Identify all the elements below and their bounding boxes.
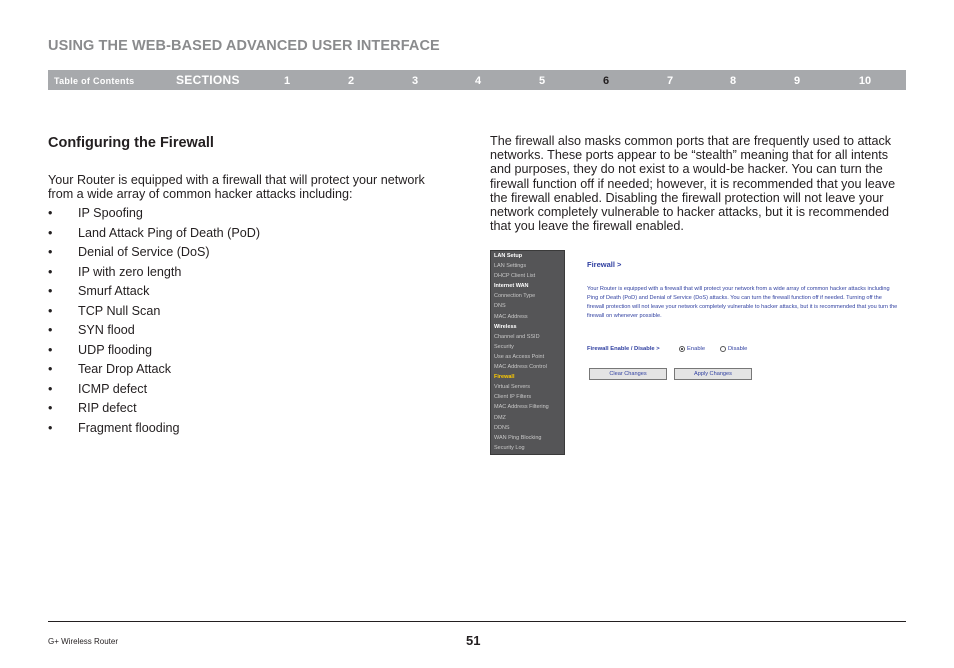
router-ui-sidebar	[490, 250, 565, 455]
enable-radio-label: Enable	[687, 346, 706, 352]
page-number: 51	[466, 633, 481, 648]
apply-changes-button[interactable]: Apply Changes	[674, 368, 752, 380]
sidebar-item[interactable]: Client IP Filters	[494, 394, 532, 401]
sidebar-item[interactable]: LAN Settings	[494, 263, 527, 270]
list-item: • UDP flooding	[48, 343, 260, 363]
firewall-description-paragraph: The firewall also masks common ports that are frequently used to attack networks. These ports appear to be “stealth” meaning that for all intents and purposes, they do not exist to a would-be hacker. You can turn the firewall function off if needed; however, it is recommended that you leave the firewall enabled. Disabling the firewall protection will not leave your network completely vulnerable to hacker attacks, but it is recommended that you leave the firewall enabled.	[490, 134, 896, 234]
sidebar-item[interactable]: Use as Access Point	[494, 353, 545, 360]
sidebar-item[interactable]: WAN Ping Blocking	[494, 434, 542, 441]
sidebar-section-heading: LAN Setup	[494, 253, 523, 259]
section-link-2[interactable]: 2	[347, 75, 355, 87]
footer-product-name: G+ Wireless Router	[48, 637, 119, 646]
list-item: • SYN flood	[48, 323, 260, 343]
sidebar-item[interactable]: MAC Address Filtering	[494, 404, 549, 411]
radio-selected-icon	[679, 346, 685, 352]
table-of-contents-link[interactable]: Table of Contents	[54, 76, 135, 86]
list-item: • Smurf Attack	[48, 284, 260, 304]
sidebar-item[interactable]: DHCP Client List	[494, 273, 536, 280]
list-item: • TCP Null Scan	[48, 304, 260, 324]
section-link-6-active[interactable]: 6	[602, 75, 610, 87]
enable-radio[interactable]	[679, 346, 705, 352]
list-item: • ICMP defect	[48, 382, 260, 402]
clear-changes-button[interactable]: Clear Changes	[589, 368, 667, 380]
section-link-4[interactable]: 4	[474, 75, 482, 87]
section-nav-bar	[48, 70, 906, 90]
sidebar-item[interactable]: Firewall	[494, 374, 515, 381]
section-link-7[interactable]: 7	[666, 75, 674, 87]
list-item: • Denial of Service (DoS)	[48, 245, 260, 265]
footer-divider	[48, 621, 906, 622]
list-item: • Tear Drop Attack	[48, 362, 260, 382]
sidebar-section-heading: Internet WAN	[494, 283, 529, 290]
section-link-10[interactable]: 10	[858, 75, 872, 87]
firewall-page-title: Firewall >	[587, 260, 622, 269]
section-link-9[interactable]: 9	[793, 75, 801, 87]
section-title: Configuring the Firewall	[48, 135, 214, 151]
page-header-title: USING THE WEB-BASED ADVANCED USER INTERFACE	[48, 38, 440, 54]
sidebar-item[interactable]: Connection Type	[494, 293, 536, 300]
firewall-page-description: Your Router is equipped with a firewall that will protect your network from a wide array of common hacker attacks including Ping of Death (PoD) and Denial of Service (DoS) attacks. You can turn the firewall function off if needed. Turning off the firewall protection will not leave your network completely vulnerable to hacker attacks, but it is recommended that you turn the firewall on whenever possible.	[587, 286, 898, 319]
intro-paragraph: Your Router is equipped with a firewall that will protect your network from a wide array of common hacker attacks including:	[48, 173, 425, 202]
sidebar-item[interactable]: MAC Address Control	[494, 364, 547, 371]
sidebar-item[interactable]: Channel and SSID	[494, 333, 540, 340]
list-item: • RIP defect	[48, 401, 260, 421]
sections-label: SECTIONS	[176, 73, 240, 87]
sidebar-item[interactable]: DNS	[494, 303, 506, 310]
list-item: • IP Spoofing	[48, 206, 260, 226]
sidebar-item[interactable]: Virtual Servers	[494, 384, 530, 391]
section-link-5[interactable]: 5	[538, 75, 546, 87]
radio-unselected-icon	[720, 346, 726, 352]
section-link-3[interactable]: 3	[411, 75, 419, 87]
firewall-enable-label: Firewall Enable / Disable >	[587, 346, 660, 352]
sidebar-item[interactable]: DDNS	[494, 424, 510, 431]
sidebar-item[interactable]: Security	[494, 343, 514, 350]
sidebar-section-heading: Wireless	[494, 323, 517, 330]
list-item: • IP with zero length	[48, 265, 260, 285]
attack-list	[48, 206, 260, 440]
disable-radio[interactable]	[720, 346, 747, 352]
list-item: • Fragment flooding	[48, 421, 260, 441]
list-item: • Land Attack Ping of Death (PoD)	[48, 226, 260, 246]
disable-radio-label: Disable	[728, 346, 748, 352]
section-link-8[interactable]: 8	[729, 75, 737, 87]
router-ui-main-panel	[566, 250, 906, 455]
sidebar-item[interactable]: MAC Address	[494, 313, 528, 320]
section-link-1[interactable]: 1	[283, 75, 291, 87]
sidebar-item[interactable]: DMZ	[494, 414, 506, 421]
sidebar-item[interactable]: Security Log	[494, 444, 525, 451]
